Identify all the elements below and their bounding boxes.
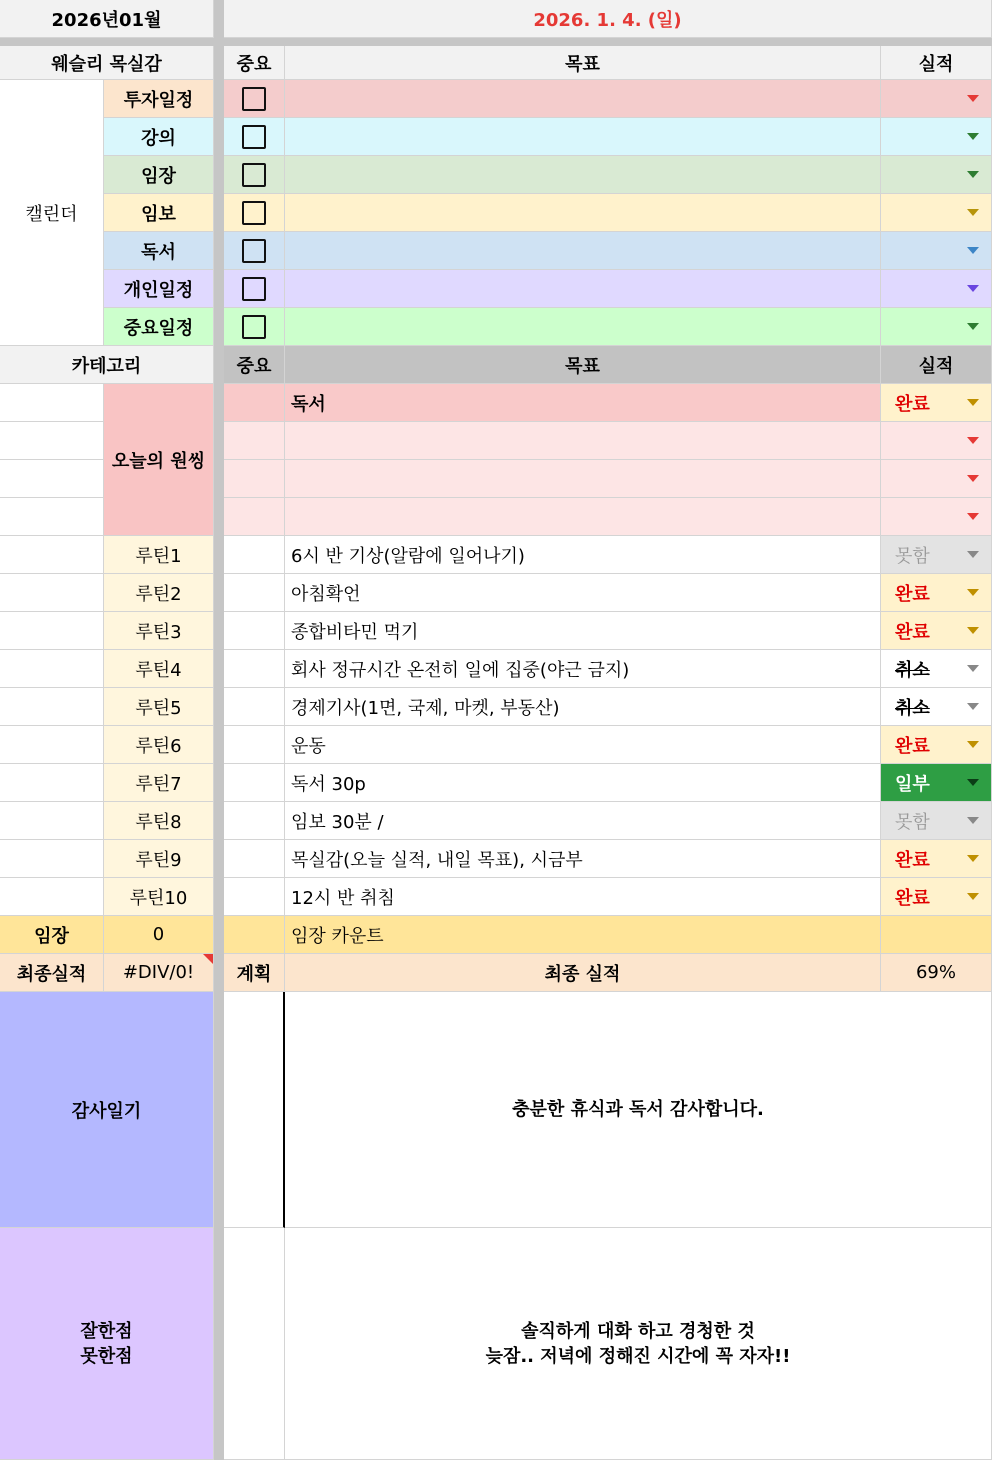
importance-cell xyxy=(224,536,285,574)
goal-input[interactable] xyxy=(285,460,881,498)
goal-input[interactable]: 목실감(오늘 실적, 내일 목표), 시금부 xyxy=(285,840,881,878)
dropdown-arrow-icon[interactable] xyxy=(967,741,979,748)
goal-input[interactable] xyxy=(285,80,881,118)
routine-label: 루틴2 xyxy=(104,574,214,612)
importance-cell xyxy=(224,308,285,346)
importance-cell xyxy=(224,498,285,536)
importance-cell xyxy=(224,1228,285,1460)
importance-cell xyxy=(224,840,285,878)
goal-input[interactable] xyxy=(285,156,881,194)
status-value: 완료 xyxy=(895,735,930,757)
result-dropdown[interactable] xyxy=(881,536,992,574)
review-text[interactable]: 솔직하게 대화 하고 경청한 것 늦잠.. 저녁에 정해진 시간에 꼭 자자!! xyxy=(285,1228,992,1460)
empty-cell xyxy=(0,612,104,650)
goal-input[interactable] xyxy=(285,498,881,536)
dropdown-arrow-icon[interactable] xyxy=(967,399,979,406)
empty-cell xyxy=(0,726,104,764)
dropdown-arrow-icon[interactable] xyxy=(967,855,979,862)
importance-cell xyxy=(224,878,285,916)
importance-cell xyxy=(224,194,285,232)
goal-input[interactable]: 임보 30분 / xyxy=(285,802,881,840)
result-dropdown[interactable] xyxy=(881,308,992,346)
goal-input[interactable] xyxy=(285,118,881,156)
column-divider xyxy=(214,346,224,384)
dropdown-arrow-icon[interactable] xyxy=(967,323,979,330)
importance-cell xyxy=(224,992,285,1228)
importance-cell xyxy=(224,612,285,650)
calendar-category-label: 임보 xyxy=(104,194,214,232)
empty-cell xyxy=(0,802,104,840)
calendar-category-label: 중요일정 xyxy=(104,308,214,346)
column-divider xyxy=(214,1228,224,1460)
dropdown-arrow-icon[interactable] xyxy=(967,437,979,444)
imjang-result xyxy=(881,916,992,954)
result-dropdown[interactable] xyxy=(881,270,992,308)
result-dropdown[interactable] xyxy=(881,422,992,460)
result-dropdown[interactable] xyxy=(881,802,992,840)
status-value: 완료 xyxy=(895,393,930,415)
routine-label: 루틴5 xyxy=(104,688,214,726)
header-importance: 중요 xyxy=(224,346,285,384)
dropdown-arrow-icon[interactable] xyxy=(967,209,979,216)
result-dropdown[interactable] xyxy=(881,384,992,422)
calendar-label: 캘린더 xyxy=(0,80,104,346)
empty-cell xyxy=(0,764,104,802)
error-flag-icon[interactable] xyxy=(203,954,213,964)
result-dropdown[interactable] xyxy=(881,118,992,156)
goal-input[interactable] xyxy=(285,194,881,232)
importance-checkbox[interactable] xyxy=(242,277,266,301)
empty-cell xyxy=(0,574,104,612)
result-dropdown[interactable] xyxy=(881,878,992,916)
importance-cell xyxy=(224,156,285,194)
dropdown-arrow-icon[interactable] xyxy=(967,703,979,710)
dropdown-arrow-icon[interactable] xyxy=(967,665,979,672)
status-value: 못함 xyxy=(895,811,930,833)
status-value: 일부 xyxy=(895,773,930,795)
result-dropdown[interactable] xyxy=(881,612,992,650)
importance-cell xyxy=(224,764,285,802)
importance-checkbox[interactable] xyxy=(242,201,266,225)
plan-label: 계획 xyxy=(224,954,285,992)
importance-cell xyxy=(224,650,285,688)
dropdown-arrow-icon[interactable] xyxy=(967,817,979,824)
empty-cell xyxy=(0,536,104,574)
dropdown-arrow-icon[interactable] xyxy=(967,589,979,596)
gratitude-text[interactable]: 충분한 휴식과 독서 감사합니다. xyxy=(285,992,992,1228)
status-value: 못함 xyxy=(895,545,930,567)
routine-label: 루틴6 xyxy=(104,726,214,764)
status-value: 취소 xyxy=(895,697,930,719)
row-divider xyxy=(0,38,992,46)
goal-input[interactable]: 종합비타민 먹기 xyxy=(285,612,881,650)
importance-checkbox[interactable] xyxy=(242,163,266,187)
importance-cell xyxy=(224,802,285,840)
calendar-category-label: 강의 xyxy=(104,118,214,156)
importance-cell xyxy=(224,574,285,612)
result-dropdown[interactable] xyxy=(881,156,992,194)
status-value: 완료 xyxy=(895,621,930,643)
final-percent: 69% xyxy=(881,954,992,992)
column-divider xyxy=(214,0,224,38)
importance-checkbox[interactable] xyxy=(242,239,266,263)
empty-cell xyxy=(0,878,104,916)
dropdown-arrow-icon[interactable] xyxy=(967,513,979,520)
goal-input[interactable] xyxy=(285,270,881,308)
calendar-category-label: 개인일정 xyxy=(104,270,214,308)
calendar-category-label: 독서 xyxy=(104,232,214,270)
importance-cell xyxy=(224,688,285,726)
importance-cell xyxy=(224,422,285,460)
status-value: 완료 xyxy=(895,849,930,871)
result-dropdown[interactable] xyxy=(881,574,992,612)
calendar-category-label: 투자일정 xyxy=(104,80,214,118)
routine-label: 루틴8 xyxy=(104,802,214,840)
dropdown-arrow-icon[interactable] xyxy=(967,475,979,482)
imjang-goal: 임장 카운트 xyxy=(285,916,881,954)
column-divider xyxy=(214,46,224,80)
header-importance: 중요 xyxy=(224,46,285,80)
dropdown-arrow-icon[interactable] xyxy=(967,95,979,102)
goal-input[interactable] xyxy=(285,422,881,460)
review-label: 잘한점 못한점 xyxy=(0,1228,214,1460)
column-divider xyxy=(214,992,224,1228)
result-dropdown[interactable] xyxy=(881,840,992,878)
column-divider xyxy=(214,80,224,346)
goal-input[interactable]: 운동 xyxy=(285,726,881,764)
dropdown-arrow-icon[interactable] xyxy=(967,893,979,900)
calendar-category-label: 임장 xyxy=(104,156,214,194)
goal-input[interactable]: 6시 반 기상(알람에 일어나기) xyxy=(285,536,881,574)
routine-label: 루틴3 xyxy=(104,612,214,650)
header-goal: 목표 xyxy=(285,46,881,80)
routine-label: 루틴9 xyxy=(104,840,214,878)
column-divider xyxy=(214,916,224,954)
importance-cell xyxy=(224,460,285,498)
importance-cell xyxy=(224,232,285,270)
dropdown-arrow-icon[interactable] xyxy=(967,133,979,140)
column-divider xyxy=(214,384,224,536)
goal-input[interactable]: 독서 xyxy=(285,384,881,422)
dropdown-arrow-icon[interactable] xyxy=(967,551,979,558)
status-value: 완료 xyxy=(895,887,930,909)
header-goal: 목표 xyxy=(285,346,881,384)
header-result: 실적 xyxy=(881,46,992,80)
routine-label: 루틴1 xyxy=(104,536,214,574)
goal-input[interactable]: 회사 정규시간 온전히 일에 집중(야근 금지) xyxy=(285,650,881,688)
result-dropdown[interactable] xyxy=(881,498,992,536)
dropdown-arrow-icon[interactable] xyxy=(967,779,979,786)
goal-input[interactable] xyxy=(285,308,881,346)
result-dropdown[interactable] xyxy=(881,764,992,802)
section-header-title: 웨슬리 목실감 xyxy=(0,46,214,80)
routine-label: 루틴7 xyxy=(104,764,214,802)
importance-cell xyxy=(224,726,285,764)
importance-cell xyxy=(224,270,285,308)
routine-label: 루틴4 xyxy=(104,650,214,688)
empty-cell xyxy=(0,460,104,498)
routine-label: 루틴10 xyxy=(104,878,214,916)
status-value: 취소 xyxy=(895,659,930,681)
empty-cell xyxy=(0,384,104,422)
empty-cell xyxy=(0,840,104,878)
gratitude-label: 감사일기 xyxy=(0,992,214,1228)
date-title: 2026. 1. 4. (일) xyxy=(224,0,992,38)
empty-cell xyxy=(0,650,104,688)
goal-input[interactable] xyxy=(285,232,881,270)
imjang-count: 0 xyxy=(104,916,214,954)
importance-checkbox[interactable] xyxy=(242,315,266,339)
status-value: 완료 xyxy=(895,583,930,605)
one-thing-label: 오늘의 원씽 xyxy=(104,384,214,536)
empty-cell xyxy=(0,422,104,460)
section-header-category: 카테고리 xyxy=(0,346,214,384)
result-dropdown[interactable] xyxy=(881,726,992,764)
result-dropdown[interactable] xyxy=(881,80,992,118)
goal-input[interactable]: 경제기사(1면, 국제, 마켓, 부동산) xyxy=(285,688,881,726)
goal-input[interactable]: 독서 30p xyxy=(285,764,881,802)
final-result-label: 최종실적 xyxy=(0,954,104,992)
result-dropdown[interactable] xyxy=(881,460,992,498)
final-label: 최종 실적 xyxy=(285,954,881,992)
dropdown-arrow-icon[interactable] xyxy=(967,171,979,178)
importance-checkbox[interactable] xyxy=(242,87,266,111)
goal-input[interactable]: 12시 반 취침 xyxy=(285,878,881,916)
header-result: 실적 xyxy=(881,346,992,384)
dropdown-arrow-icon[interactable] xyxy=(967,247,979,254)
dropdown-arrow-icon[interactable] xyxy=(967,627,979,634)
result-dropdown[interactable] xyxy=(881,688,992,726)
month-title: 2026년01월 xyxy=(0,0,214,38)
result-dropdown[interactable] xyxy=(881,194,992,232)
importance-cell xyxy=(224,118,285,156)
empty-cell xyxy=(0,498,104,536)
importance-cell xyxy=(224,80,285,118)
importance-cell xyxy=(224,384,285,422)
goal-input[interactable]: 아침확언 xyxy=(285,574,881,612)
dropdown-arrow-icon[interactable] xyxy=(967,285,979,292)
column-divider xyxy=(214,536,224,916)
column-divider xyxy=(214,954,224,992)
final-result-value: #DIV/0! xyxy=(104,954,214,992)
result-dropdown[interactable] xyxy=(881,232,992,270)
imjang-label: 임장 xyxy=(0,916,104,954)
empty-cell xyxy=(0,688,104,726)
importance-checkbox[interactable] xyxy=(242,125,266,149)
result-dropdown[interactable] xyxy=(881,650,992,688)
importance-cell xyxy=(224,916,285,954)
